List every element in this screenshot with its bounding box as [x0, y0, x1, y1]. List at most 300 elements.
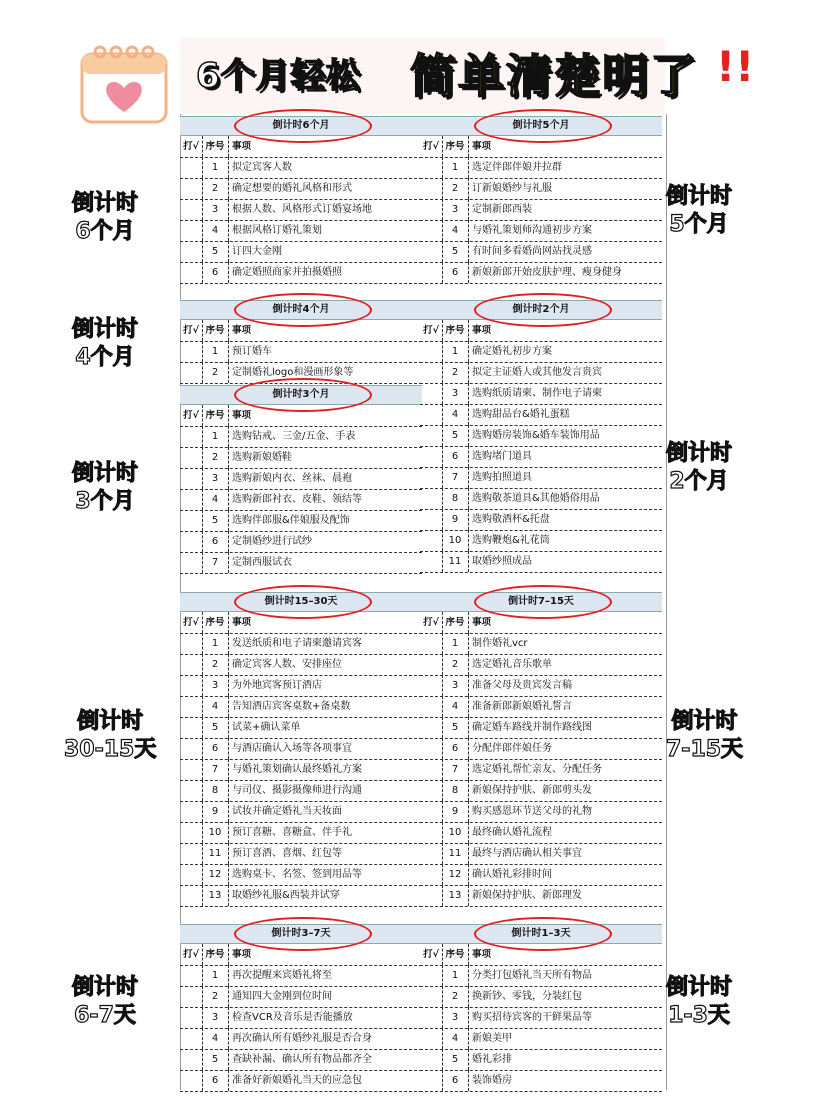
- task-text: 取婚纱照成品: [472, 556, 532, 567]
- row-number: 5: [202, 717, 229, 738]
- row-number: 5: [442, 425, 469, 446]
- checklist-row: [180, 885, 422, 907]
- row-number: 3: [202, 1007, 229, 1028]
- task-text: 选购甜品台&婚礼蛋糕: [472, 409, 570, 420]
- item-column-header: 事项: [472, 141, 492, 152]
- checkbox-cell[interactable]: [180, 780, 203, 801]
- row-number: 2: [202, 178, 229, 199]
- checklist-row: [180, 965, 422, 987]
- row-number: 2: [202, 654, 229, 675]
- section-header: [180, 385, 422, 405]
- check-column-header: 打√: [420, 612, 443, 633]
- row-number: 1: [442, 633, 469, 654]
- row-number: 6: [202, 1070, 229, 1091]
- task-text: 制作婚礼vcr: [472, 638, 528, 649]
- checklist-row: [420, 654, 662, 676]
- checkbox-cell[interactable]: [420, 488, 443, 509]
- row-number: 10: [442, 822, 469, 843]
- task-text: 拟定宾客人数: [232, 162, 292, 173]
- task-text: 预订喜糖、喜糖盒、伴手礼: [232, 827, 352, 838]
- checkbox-cell[interactable]: [180, 468, 203, 489]
- checklist-row: [180, 1049, 422, 1071]
- checklist-row: [420, 488, 662, 510]
- row-number: 3: [202, 675, 229, 696]
- checkbox-cell[interactable]: [180, 738, 203, 759]
- checkbox-cell[interactable]: [180, 199, 203, 220]
- checklist-row: [180, 262, 422, 284]
- task-text: 再次确认所有婚纱礼服是否合身: [232, 1033, 372, 1044]
- task-text: 最终与酒店确认相关事宜: [472, 848, 582, 859]
- checkbox-cell[interactable]: [420, 780, 443, 801]
- section-header: [420, 300, 662, 320]
- checkbox-cell[interactable]: [420, 1007, 443, 1028]
- checkbox-cell[interactable]: [180, 552, 203, 573]
- section-header: [180, 116, 422, 136]
- checkbox-cell[interactable]: [420, 801, 443, 822]
- check-column-header: 打√: [420, 944, 443, 965]
- side-label-line: 7-15天: [666, 737, 744, 762]
- checklist-row: [180, 241, 422, 263]
- checkbox-cell[interactable]: [420, 383, 443, 404]
- checkbox-cell[interactable]: [420, 1070, 443, 1091]
- checkbox-cell[interactable]: [420, 1049, 443, 1070]
- checkbox-cell[interactable]: [420, 633, 443, 654]
- row-number: 8: [442, 780, 469, 801]
- row-number: 10: [202, 822, 229, 843]
- checklist-row: [420, 467, 662, 489]
- checkbox-cell[interactable]: [180, 864, 203, 885]
- checkbox-cell[interactable]: [180, 759, 203, 780]
- check-column-header: 打√: [420, 320, 443, 341]
- checkbox-cell[interactable]: [180, 633, 203, 654]
- item-column-header: 事项: [472, 617, 492, 628]
- row-number: 3: [442, 675, 469, 696]
- column-header-row: [180, 136, 422, 158]
- task-text: 准备父母及贵宾发言稿: [472, 680, 572, 691]
- row-number: 6: [442, 1070, 469, 1091]
- task-text: 换新钞、零钱，分装红包: [472, 991, 582, 1002]
- checklist-row: [180, 220, 422, 242]
- checkbox-cell[interactable]: [420, 404, 443, 425]
- side-label-line: 倒计时: [72, 975, 139, 1000]
- checklist-row: [420, 885, 662, 907]
- checklist-row: [180, 801, 422, 823]
- task-text: 定制西服试衣: [232, 557, 292, 568]
- task-text: 有时间多看婚尚网站找灵感: [472, 246, 592, 257]
- checkbox-cell[interactable]: [420, 341, 443, 362]
- checkbox-cell[interactable]: [180, 654, 203, 675]
- checklist-row: [180, 633, 422, 655]
- row-number: 4: [442, 220, 469, 241]
- task-text: 发送纸质和电子请柬邀请宾客: [232, 638, 362, 649]
- checkbox-cell[interactable]: [180, 822, 203, 843]
- task-text: 通知四大金刚到位时间: [232, 991, 332, 1002]
- task-text: 选购新娘婚鞋: [232, 452, 292, 463]
- row-number: 4: [202, 220, 229, 241]
- task-text: 确定婚车路线并制作路线图: [472, 722, 592, 733]
- task-text: 为外地宾客预订酒店: [232, 680, 322, 691]
- checklist-row: [420, 157, 662, 179]
- task-text: 根据人数、风格形式订婚宴场地: [232, 204, 372, 215]
- checklist-row: [180, 675, 422, 697]
- row-number: 13: [202, 885, 229, 906]
- checklist-row: [180, 468, 422, 490]
- side-label-line: 3个月: [75, 489, 135, 514]
- task-text: 婚礼彩排: [472, 1054, 512, 1065]
- checklist-row: [180, 199, 422, 221]
- row-number: 6: [202, 262, 229, 283]
- column-header-row: [180, 944, 422, 966]
- checkbox-cell[interactable]: [180, 362, 203, 383]
- row-number: 3: [442, 199, 469, 220]
- checklist-row: [420, 1007, 662, 1029]
- checklist-row: [420, 530, 662, 552]
- number-column-header: 序号: [442, 320, 469, 341]
- side-label-line: 倒计时: [666, 975, 733, 1000]
- number-column-header: 序号: [202, 136, 229, 157]
- section-title: 倒计时7–15天: [508, 596, 574, 607]
- checkbox-cell[interactable]: [180, 1070, 203, 1091]
- row-number: 1: [442, 341, 469, 362]
- checklist-row: [180, 1028, 422, 1050]
- side-countdown-label: [666, 708, 743, 764]
- row-number: 6: [202, 531, 229, 552]
- checklist-row: [180, 864, 422, 886]
- item-column-header: 事项: [232, 325, 252, 336]
- number-column-header: 序号: [202, 944, 229, 965]
- item-column-header: 事项: [232, 949, 252, 960]
- row-number: 1: [202, 426, 229, 447]
- checklist-row: [420, 843, 662, 865]
- checkbox-cell[interactable]: [180, 965, 203, 986]
- checklist-row: [180, 696, 422, 718]
- task-text: 试妆并确定婚礼当天妆面: [232, 806, 342, 817]
- row-number: 2: [442, 986, 469, 1007]
- checklist-row: [420, 759, 662, 781]
- section-header: [420, 592, 662, 612]
- number-column-header: 序号: [442, 612, 469, 633]
- side-countdown-label: [666, 974, 732, 1030]
- checkbox-cell[interactable]: [420, 509, 443, 530]
- task-text: 取婚纱礼服&西装并试穿: [232, 890, 340, 901]
- task-text: 选定婚礼音乐歌单: [472, 659, 552, 670]
- side-label-line: 1-3天: [668, 1003, 730, 1028]
- side-label-line: 倒计时: [72, 191, 139, 216]
- row-number: 1: [202, 341, 229, 362]
- side-countdown-label: [72, 460, 138, 516]
- item-column-header: 事项: [232, 141, 252, 152]
- checkbox-cell[interactable]: [180, 426, 203, 447]
- checkbox-cell[interactable]: [180, 1007, 203, 1028]
- row-number: 9: [442, 801, 469, 822]
- section-header: [180, 300, 422, 320]
- side-countdown-label: [64, 708, 156, 764]
- checklist-row: [180, 552, 422, 574]
- checkbox-cell[interactable]: [180, 241, 203, 262]
- task-text: 与酒店确认入场等各项事宜: [232, 743, 352, 754]
- task-text: 订新娘婚纱与礼服: [472, 183, 552, 194]
- checklist-row: [180, 510, 422, 532]
- checklist-row: [420, 822, 662, 844]
- section-title: 倒计时3个月: [272, 389, 330, 400]
- side-label-line: 倒计时: [666, 184, 733, 209]
- checkbox-cell[interactable]: [420, 717, 443, 738]
- task-text: 确定宾客人数、安排座位: [232, 659, 342, 670]
- checkbox-cell[interactable]: [420, 965, 443, 986]
- checkbox-cell[interactable]: [420, 241, 443, 262]
- row-number: 12: [202, 864, 229, 885]
- task-text: 选购钻戒、三金/五金、手表: [232, 431, 356, 442]
- checkbox-cell[interactable]: [420, 696, 443, 717]
- task-text: 新娘新郎开始皮肤护理、瘦身健身: [472, 267, 622, 278]
- checkbox-cell[interactable]: [180, 885, 203, 906]
- task-text: 选购新郎衬衣、皮鞋、领结等: [232, 494, 362, 505]
- column-header-row: [420, 320, 662, 342]
- row-number: 7: [202, 759, 229, 780]
- row-number: 8: [202, 780, 229, 801]
- checkbox-cell[interactable]: [420, 262, 443, 283]
- number-column-header: 序号: [442, 136, 469, 157]
- side-countdown-label: [72, 316, 138, 372]
- task-text: 选购堵门道具: [472, 451, 532, 462]
- task-text: 与婚礼策划师沟通初步方案: [472, 225, 592, 236]
- checkbox-cell[interactable]: [420, 822, 443, 843]
- task-text: 查缺补漏、确认所有物品都齐全: [232, 1054, 372, 1065]
- row-number: 4: [202, 489, 229, 510]
- item-column-header: 事项: [472, 949, 492, 960]
- task-text: 根据风格订婚礼策划: [232, 225, 322, 236]
- checklist-row: [420, 1028, 662, 1050]
- task-text: 确定婚礼初步方案: [472, 346, 552, 357]
- checklist-row: [420, 864, 662, 886]
- task-text: 选购婚房装饰&婚车装饰用品: [472, 430, 600, 441]
- section-title: 倒计时6个月: [272, 120, 330, 131]
- task-text: 选定伴郎伴娘并拉群: [472, 162, 562, 173]
- column-header-row: [180, 320, 422, 342]
- checkbox-cell[interactable]: [420, 864, 443, 885]
- task-text: 订四大金刚: [232, 246, 282, 257]
- number-column-header: 序号: [202, 320, 229, 341]
- checkbox-cell[interactable]: [180, 696, 203, 717]
- checklist-row: [420, 262, 662, 284]
- row-number: 11: [442, 551, 469, 572]
- column-header-row: [180, 612, 422, 634]
- task-text: 装饰婚房: [472, 1075, 512, 1086]
- exclaim-mark: !!: [716, 42, 755, 91]
- side-label-line: 倒计时: [72, 461, 139, 486]
- row-number: 4: [202, 696, 229, 717]
- checklist-row: [180, 654, 422, 676]
- row-number: 3: [202, 199, 229, 220]
- row-number: 5: [202, 241, 229, 262]
- row-number: 2: [202, 362, 229, 383]
- checkbox-cell[interactable]: [180, 531, 203, 552]
- checkbox-cell[interactable]: [420, 425, 443, 446]
- row-number: 11: [202, 843, 229, 864]
- check-column-header: 打√: [180, 612, 203, 633]
- row-number: 3: [202, 468, 229, 489]
- checklist-row: [420, 696, 662, 718]
- row-number: 4: [442, 404, 469, 425]
- checkbox-cell[interactable]: [180, 510, 203, 531]
- checkbox-cell[interactable]: [420, 843, 443, 864]
- section-title: 倒计时4个月: [272, 304, 330, 315]
- checkbox-cell[interactable]: [180, 447, 203, 468]
- task-text: 确认婚礼彩排时间: [472, 869, 552, 880]
- checkbox-cell[interactable]: [180, 178, 203, 199]
- checkbox-cell[interactable]: [420, 675, 443, 696]
- checkbox-cell[interactable]: [420, 986, 443, 1007]
- task-text: 选购新娘内衣、丝袜、晨袍: [232, 473, 352, 484]
- checklist-row: [420, 717, 662, 739]
- section-header: [420, 116, 662, 136]
- task-text: 准备好新娘婚礼当天的应急包: [232, 1075, 362, 1086]
- row-number: 1: [202, 965, 229, 986]
- row-number: 3: [442, 383, 469, 404]
- checklist-row: [180, 178, 422, 200]
- checklist-row: [420, 362, 662, 384]
- checklist-row: [420, 404, 662, 426]
- side-label-line: 倒计时: [72, 317, 139, 342]
- checklist-row: [420, 509, 662, 531]
- side-countdown-label: [72, 190, 138, 246]
- item-column-header: 事项: [472, 325, 492, 336]
- row-number: 1: [202, 633, 229, 654]
- checkbox-cell[interactable]: [180, 220, 203, 241]
- checklist-row: [420, 220, 662, 242]
- checkbox-cell[interactable]: [180, 157, 203, 178]
- task-text: 预订喜酒、喜烟、红包等: [232, 848, 342, 859]
- section-header: [180, 924, 422, 944]
- row-number: 7: [442, 759, 469, 780]
- checklist-row: [180, 1070, 422, 1092]
- checkbox-cell[interactable]: [420, 759, 443, 780]
- checkbox-cell[interactable]: [180, 341, 203, 362]
- checkbox-cell[interactable]: [180, 675, 203, 696]
- task-text: 准备新郎新娘婚礼誓言: [472, 701, 572, 712]
- row-number: 6: [442, 262, 469, 283]
- checkbox-cell[interactable]: [420, 362, 443, 383]
- task-text: 定制婚纱进行试纱: [232, 536, 312, 547]
- checkbox-cell[interactable]: [180, 986, 203, 1007]
- checkbox-cell[interactable]: [180, 717, 203, 738]
- task-text: 选购纸质请柬、制作电子请柬: [472, 388, 602, 399]
- task-text: 选定婚礼帮忙亲友、分配任务: [472, 764, 602, 775]
- row-number: 5: [442, 717, 469, 738]
- check-column-header: 打√: [180, 405, 203, 426]
- task-text: 预订婚车: [232, 346, 272, 357]
- side-label-line: 倒计时: [671, 709, 738, 734]
- task-text: 分类打包婚礼当天所有物品: [472, 970, 592, 981]
- row-number: 5: [202, 510, 229, 531]
- row-number: 2: [202, 986, 229, 1007]
- side-label-line: 倒计时: [666, 441, 733, 466]
- checklist-row: [420, 633, 662, 655]
- checkbox-cell[interactable]: [420, 178, 443, 199]
- checkbox-cell[interactable]: [420, 530, 443, 551]
- checkbox-cell[interactable]: [420, 1028, 443, 1049]
- checkbox-cell[interactable]: [420, 467, 443, 488]
- checkbox-cell[interactable]: [180, 1028, 203, 1049]
- checkbox-cell[interactable]: [180, 262, 203, 283]
- checklist-row: [180, 759, 422, 781]
- checkbox-cell[interactable]: [180, 1049, 203, 1070]
- row-number: 2: [442, 178, 469, 199]
- checklist-row: [420, 341, 662, 363]
- check-column-header: 打√: [180, 944, 203, 965]
- side-countdown-label: [666, 183, 732, 239]
- column-header-row: [420, 612, 662, 634]
- checklist-row: [180, 157, 422, 179]
- side-label-line: 6个月: [75, 219, 135, 244]
- checkbox-cell[interactable]: [420, 885, 443, 906]
- row-number: 2: [442, 654, 469, 675]
- task-text: 拟定主证婚人或其他发言贵宾: [472, 367, 602, 378]
- checkbox-cell[interactable]: [420, 738, 443, 759]
- task-text: 选购伴郎服&伴娘服及配饰: [232, 515, 350, 526]
- task-text: 选购敬酒杯&托盘: [472, 514, 550, 525]
- row-number: 7: [442, 467, 469, 488]
- side-label-line: 30-15天: [64, 737, 157, 762]
- task-text: 检查VCR及音乐是否能播放: [232, 1012, 353, 1023]
- checkbox-cell[interactable]: [420, 157, 443, 178]
- task-text: 与婚礼策划确认最终婚礼方案: [232, 764, 362, 775]
- checkbox-cell[interactable]: [420, 220, 443, 241]
- number-column-header: 序号: [442, 944, 469, 965]
- column-header-row: [180, 405, 422, 427]
- checkbox-cell[interactable]: [180, 801, 203, 822]
- checkbox-cell[interactable]: [420, 551, 443, 572]
- task-text: 最终确认婚礼流程: [472, 827, 552, 838]
- row-number: 6: [442, 738, 469, 759]
- row-number: 2: [442, 362, 469, 383]
- task-text: 购买招待宾客的干鲜果品等: [472, 1012, 592, 1023]
- row-number: 9: [202, 801, 229, 822]
- checkbox-cell[interactable]: [180, 489, 203, 510]
- check-column-header: 打√: [180, 136, 203, 157]
- row-number: 12: [442, 864, 469, 885]
- section-title: 倒计时5个月: [512, 120, 570, 131]
- task-text: 新娘保持护肤、新郎剪头发: [472, 785, 592, 796]
- checklist-row: [180, 426, 422, 448]
- checkbox-cell[interactable]: [180, 843, 203, 864]
- checklist-row: [420, 1049, 662, 1071]
- side-label-line: 2个月: [669, 469, 729, 494]
- task-text: 分配伴郎伴娘任务: [472, 743, 552, 754]
- checklist-row: [420, 551, 662, 573]
- checklist-row: [420, 780, 662, 802]
- checklist-row: [420, 241, 662, 263]
- task-text: 确定想要的婚礼风格和形式: [232, 183, 352, 194]
- checklist-row: [420, 965, 662, 987]
- checklist-row: [420, 986, 662, 1008]
- column-header-row: [420, 136, 662, 158]
- side-countdown-label: [72, 974, 138, 1030]
- checkbox-cell[interactable]: [420, 654, 443, 675]
- row-number: 5: [442, 1049, 469, 1070]
- checklist-row: [180, 986, 422, 1008]
- row-number: 11: [442, 843, 469, 864]
- checklist-row: [180, 531, 422, 553]
- checklist-row: [180, 341, 422, 363]
- checkbox-cell[interactable]: [420, 199, 443, 220]
- row-number: 9: [442, 509, 469, 530]
- row-number: 5: [202, 1049, 229, 1070]
- check-column-header: 打√: [420, 136, 443, 157]
- checkbox-cell[interactable]: [420, 446, 443, 467]
- checklist-row: [180, 717, 422, 739]
- column-header-row: [420, 944, 662, 966]
